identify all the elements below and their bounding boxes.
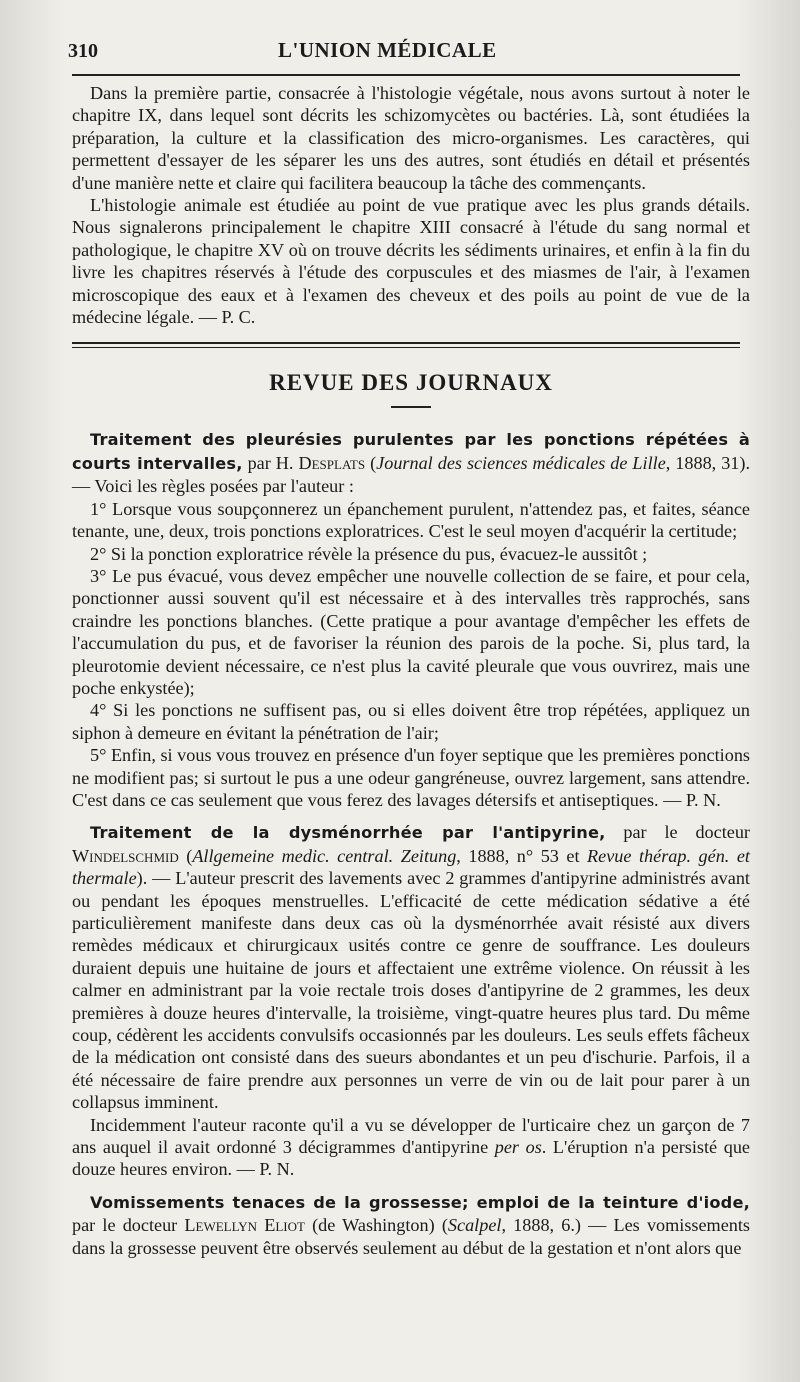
rule-item: 3° Le pus évacué, vous devez empêcher une nouvelle collection de se faire, et pour cela, ponctionner aussi souvent qu'il est nécessaire et à des intervalles très rapprochés, sans craindre les ponctions blanches. (Cette pratique a pour avantage d'empêcher les effets de l'accumulation du pus, et de favoriser la réunion des parois de la poche. Si, plus tard, la pleurotomie devient nécessaire, ce n'est plus la cavité pleurale que vous ouvrirez, mais une poche enkystée); <box>72 565 750 698</box>
rule-item: 2° Si la ponction exploratrice révèle la présence du pus, évacuez-le aussitôt ; <box>90 543 648 564</box>
source-name: Scalpel <box>447 1215 502 1236</box>
section-title: REVUE DES JOURNAUX <box>269 370 553 396</box>
author-name: Lewellyn Eliot <box>184 1215 305 1236</box>
page-header <box>68 38 750 68</box>
page-number: 310 <box>68 40 98 62</box>
byline: par le docteur <box>605 822 750 843</box>
article-title: Vomissements tenaces de la grossesse; emploi de la teinture d'iode, <box>90 1192 750 1212</box>
article-body: . L'éruption n'a persisté que douze heures environ. — P. N. <box>72 1137 750 1180</box>
source-open: ( <box>365 452 377 473</box>
article-title: Traitement des pleurésies purulentes par les ponctions répétées à courts intervalles, <box>72 430 750 473</box>
section-divider <box>72 342 740 348</box>
book-review <box>72 82 750 328</box>
author-location: (de Washington) ( <box>304 1215 448 1236</box>
article-body: ). — L'auteur prescrit des lavements avec 2 grammes d'antipyrine administrés avant ou pendant les époques menstruelles. L'efficacité de cette médication sédative a été particulièrement manifeste dans deux cas où la dysménorrhée avait résisté aux divers remèdes médicaux et chirurgicaux usités contre ce genre de souffrance. Les douleurs duraient depuis une huitaine de jours et affectaient une extrême violence. On réussit à les calmer en administrant par la voie rectale trois doses d'antipyrine de 2 grammes, les deux premières à douze heures d'intervalle, la troisième, vingt-quatre heures plus tard. Du même coup, cédèrent les accidents convulsifs occasionnés par les douleurs. Les seuls effets fâcheux de la médication ont consisté dans des sueurs abondantes et un peu d'ischurie. Parfois, il a été nécessaire de faire prendre aux personnes un verre de vin ou de lait pour parer à un collapsus imminent. <box>72 868 750 1113</box>
header-rule <box>72 74 740 76</box>
byline: par H. <box>242 452 299 473</box>
article-dysmenorrhee: Traitement de la dysménorrhée par l'antipyrine, par le docteur Windelschmid (Allgemeine medic. central. Zeitung, 1888, n° 53 et Revue thérap. gén. et thermale). — L'auteur prescrit des lavements avec 2 grammes d'antipyrine administrés avant ou pendant les époques menstruelles. L'efficacité de cette médication sédative a été particulièrement manifeste dans deux cas où la dysménorrhée avait résisté aux divers remèdes médicaux et chirurgicaux usités contre ce genre de souffrance. Les douleurs duraient depuis une huitaine de jours et affectaient une extrême violence. On réussit à les calmer en administrant par la voie rectale trois doses d'antipyrine de 2 grammes, les deux premières à douze heures d'intervalle, la troisième, vingt-quatre heures plus tard. Du même coup, cédèrent les accidents convulsifs occasionnés par les douleurs. Les seuls effets fâcheux de la médication ont consisté dans des sueurs abondantes et un peu d'ischurie. Parfois, il a été nécessaire de faire prendre aux personnes un verre de vin ou de lait pour parer à un collapsus imminent. Incidemment l'auteur raconte qu'il a vu se développer de l'urticaire chez un garçon de 7 ans auquel il avait ordonné 3 décigrammes d'antipyrine per os. L'éruption n'a persisté que douze heures environ. — P. N. <box>72 822 750 1180</box>
author-name: Windelschmid <box>72 845 179 866</box>
latin-phrase: per os <box>494 1137 542 1158</box>
source-name-2: Revue thérap. gén. et thermale <box>72 845 750 889</box>
byline: par le docteur <box>72 1215 185 1236</box>
source-mid: , 1888, n° 53 et <box>456 845 588 866</box>
article-body: , 1888, 6.) — Les vomissements dans la grossesse peuvent être observés seulement au début de la gestation et n'ont alors que <box>72 1215 750 1258</box>
journal-title: L'UNION MÉDICALE <box>278 38 497 62</box>
article-vomissements <box>72 1191 750 1259</box>
author-name: Desplats <box>298 452 366 473</box>
review-paragraph: L'histologie animale est étudiée au point de vue pratique avec les plus grands détails. Nous signalerons principalement le chapitre XIII consacré à l'étude du sang normal et pathologique, le chapitre XV où on trouve décrits les sédiments urinaires, et enfin à la fin du livre les chapitres réservés à l'étude des corpuscules et des miasmes de l'air, à l'examen microscopique des eaux et à l'examen des cheveux et des poils au point de vue de la médecine légale. — P. C. <box>72 195 750 328</box>
review-paragraph: Dans la première partie, consacrée à l'histologie végétale, nous avons surtout à noter le chapitre IX, dans lequel sont décrits les schizomycètes ou bactéries. Là, sont étudiées la préparation, la culture et la classification des micro-organismes. Les caractères, qui permettent d'essayer de les séparer les uns des autres, sont étudiés en détail et présentés d'une manière nette et claire qui facilitera beaucoup la tâche des commençants. <box>72 83 750 193</box>
title-rule <box>391 406 431 408</box>
rule-item: 1° Lorsque vous soupçonnerez un épanchement purulent, n'attendez pas, et faites, séance tenante, une, deux, trois ponctions exploratrices. C'est le seul moyen d'acquérir la certitude; <box>72 498 750 542</box>
article-body: Incidemment l'auteur raconte qu'il a vu se développer de l'urticaire chez un garçon de 7 ans auquel il avait ordonné 3 décigrammes d'antipyrine <box>72 1114 750 1158</box>
source-rest: , 1888, 31). — Voici les règles posées par l'auteur : <box>72 452 751 497</box>
article-pleuresies <box>72 428 750 811</box>
article-title: Traitement de la dysménorrhée par l'antipyrine, <box>90 823 606 843</box>
rule-item: 4° Si les ponctions ne suffisent pas, ou si elles doivent être trop répétées, appliquez un siphon à demeure en évitant la pénétration de l'air; <box>72 700 750 743</box>
source-name: Journal des sciences médicales de Lille <box>376 452 666 473</box>
source-name: Allgemeine medic. central. Zeitung <box>192 845 457 866</box>
rule-item: 5° Enfin, si vous vous trouvez en présence d'un foyer septique que les premières ponctions ne modifient pas; si surtout le pus a une odeur gangréneuse, ouvrez largement, sans attendre. C'est dans ce cas seulement que vous ferez des lavages détersifs et antiseptiques. — P. N. <box>72 745 750 810</box>
